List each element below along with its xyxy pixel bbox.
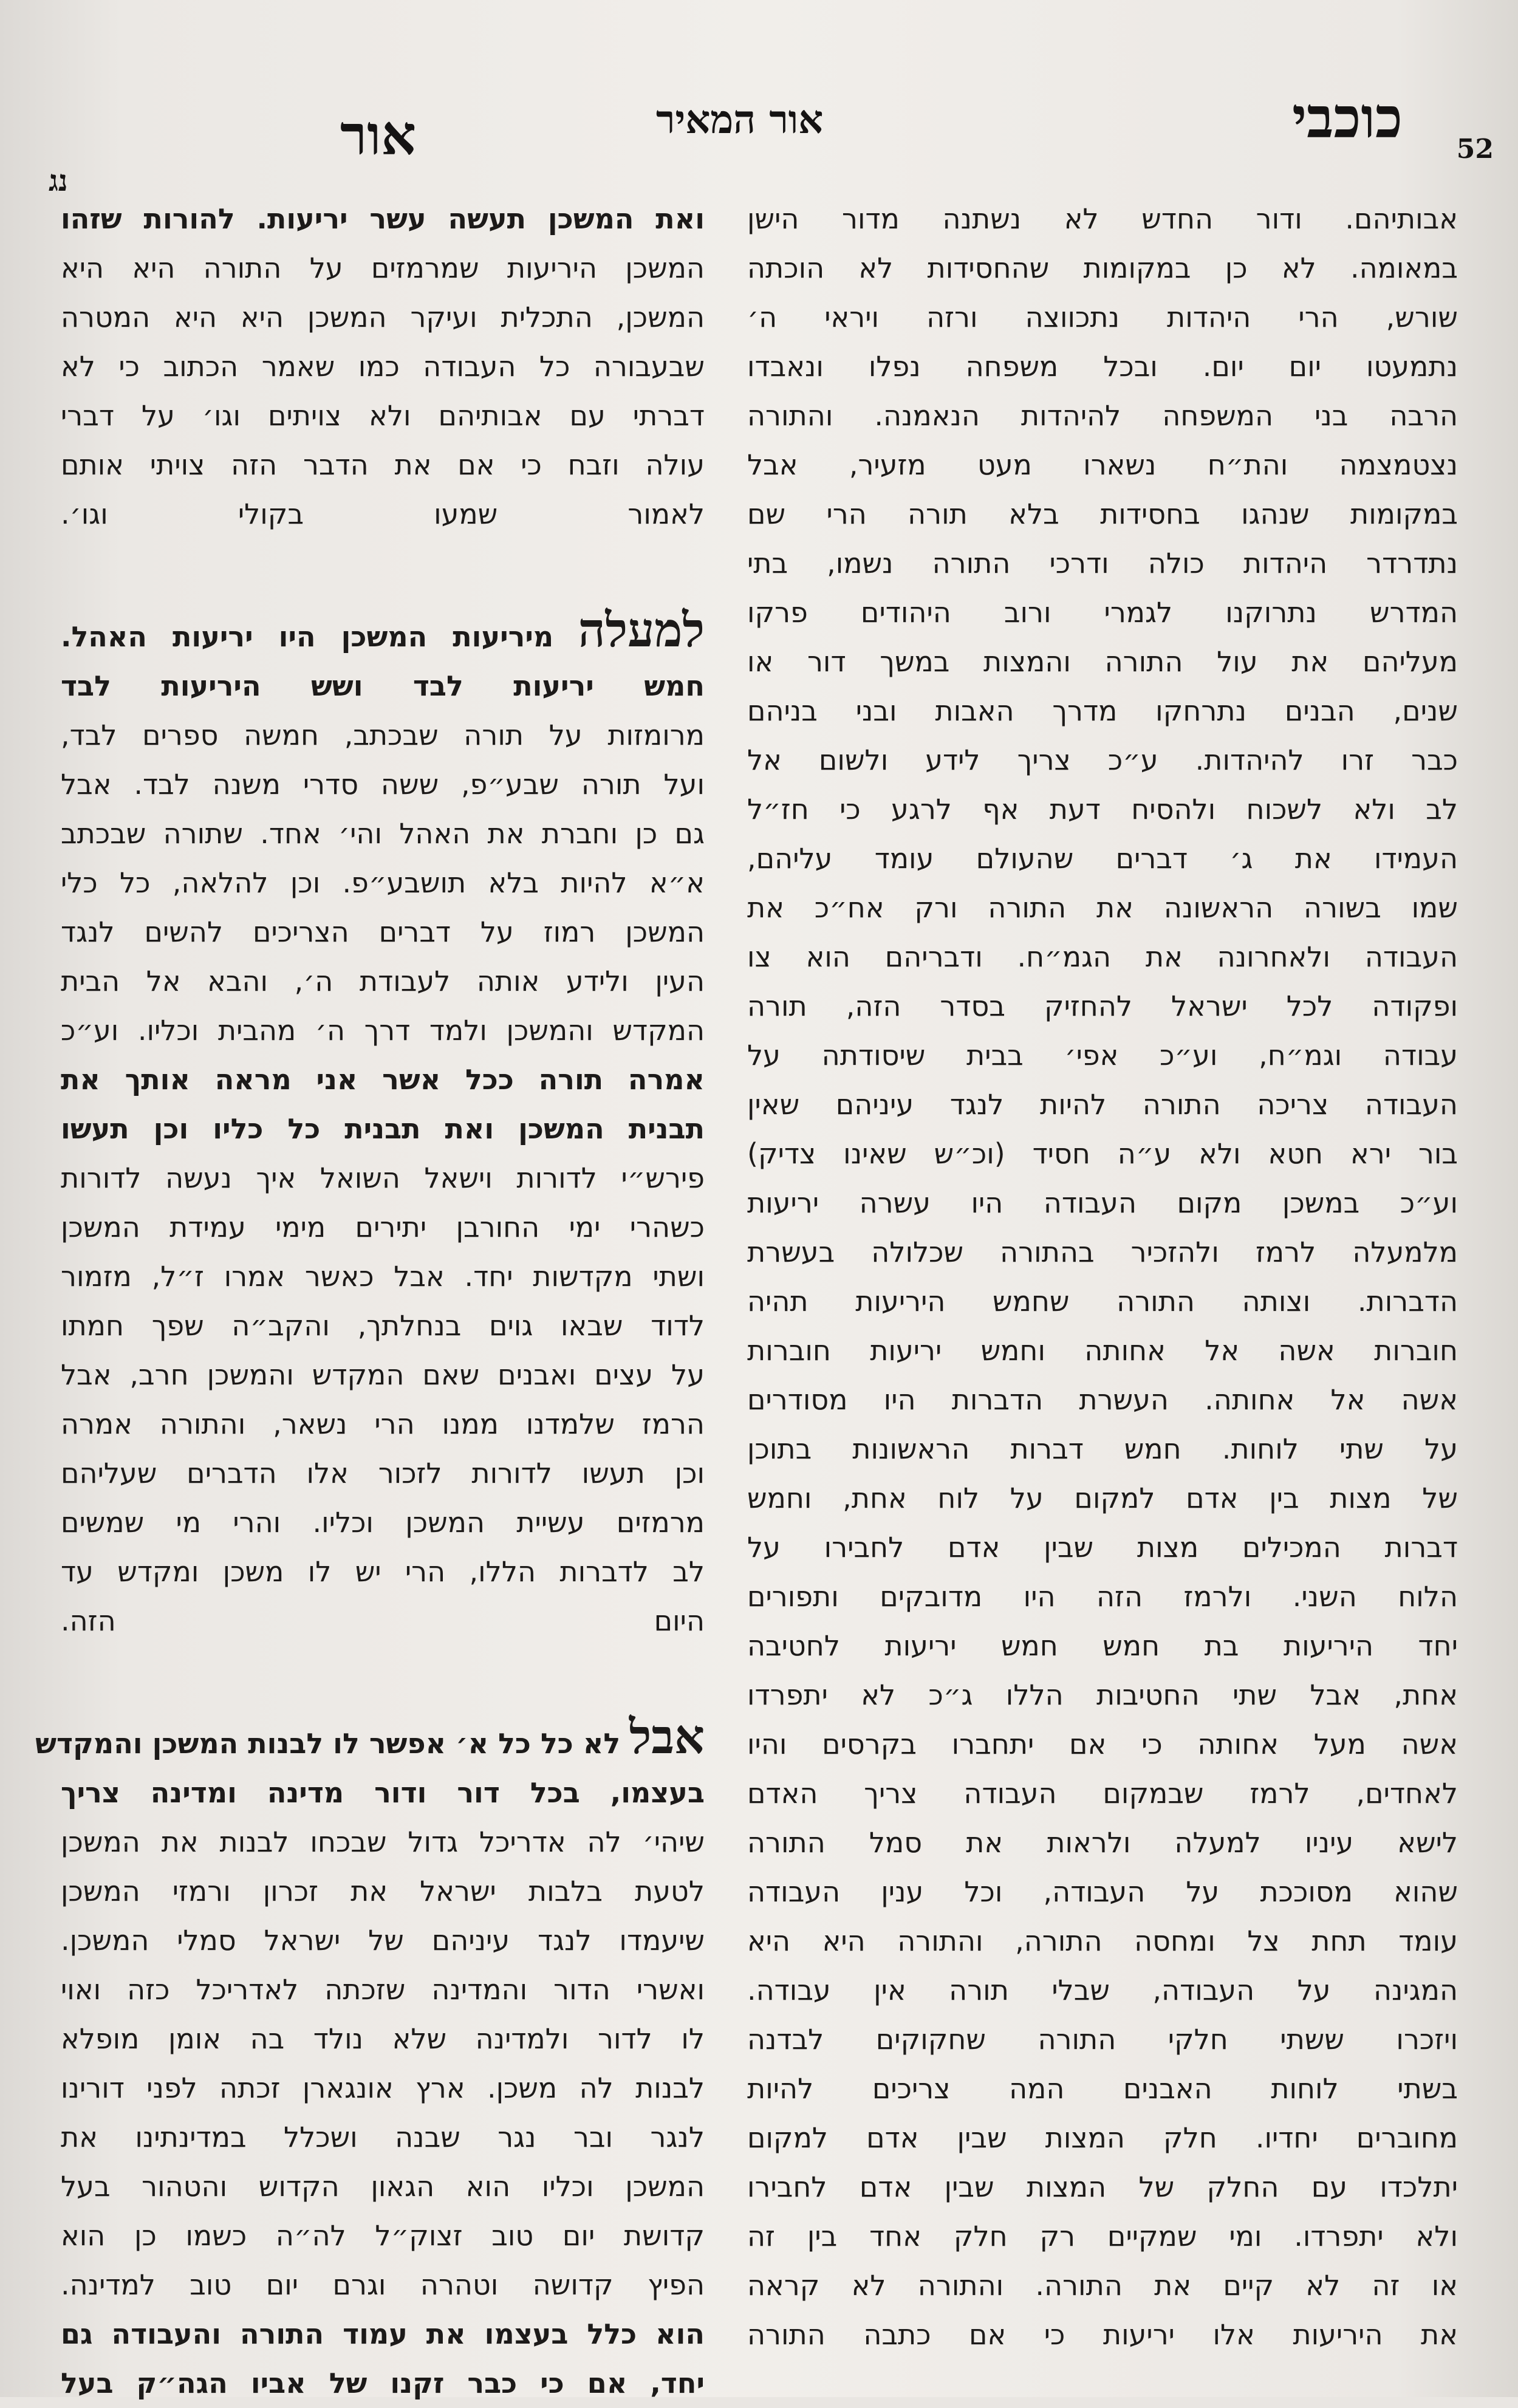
text-line: לטעת בלבות ישראל את זכרון ורמזי המשכן — [61, 1875, 705, 1907]
text-line: פירש״י לדורות וישאל השואל איך נעשה לדורות — [61, 1161, 705, 1194]
text-line: ואשרי הדור והמדינה שזכתה לאדריכל כזה ואוי — [61, 1973, 705, 2006]
text-line: המשכן, התכלית ועיקר המשכן היא היא המטרה — [61, 301, 705, 333]
text-line: את היריעות אלו יריעות כי אם כתבה התורה — [747, 2318, 1458, 2351]
text-line: דברתי עם אבותיהם ולא צויתים וגו׳ על דברי — [61, 399, 705, 432]
right-text-column — [747, 194, 1458, 2357]
text-line: של מצות בין אדם למקום על לוח אחת, וחמש — [747, 1482, 1458, 1514]
text-line: על עצים ואבנים שאם המקדש והמשכן חרב, אבל — [61, 1358, 705, 1391]
text-line: בעצמו, בכל דור ודור מדינה ומדינה צריך — [61, 1776, 705, 1809]
page-number-left: נג — [49, 164, 68, 198]
text-line: העמידו את ג׳ דברים שהעולם עומד עליהם, — [747, 842, 1458, 875]
text-line: יחד היריעות בת חמש חמש יריעות לחטיבה — [747, 1629, 1458, 1662]
text-line: מעליהם את עול התורה והמצות במשך דור או — [747, 645, 1458, 678]
text-line: הפיץ קדושה וטהרה וגרם יום טוב למדינה. — [61, 2268, 705, 2301]
text-line: שבעבורה כל העבודה כמו שאמר הכתוב כי לא — [61, 350, 705, 383]
text-line: המשכן היריעות שמרמזים על התורה היא היא — [61, 251, 705, 284]
text-line: שיהי׳ לה אדריכל גדול שבכחו לבנות את המשכן — [61, 1825, 705, 1858]
running-title-right: כוכבי — [1292, 85, 1403, 151]
text-line: הדברות. וצותה התורה שחמש היריעות תהיה — [747, 1285, 1458, 1318]
left-paragraph-3 — [61, 1768, 705, 2408]
text-line: ועל תורה שבע״פ, ששה סדרי משנה לבד. אבל — [61, 768, 705, 801]
text-line: היום הזה. — [61, 1604, 705, 1637]
text-line: המשכן רמוז על דברים הצריכים להשים לנגד — [61, 915, 705, 948]
text-line: ולא יתפרדו. ומי שמקיים רק חלק אחד בין זה — [747, 2220, 1458, 2252]
opening-line-text: מיריעות המשכן היו יריעות האהל. — [61, 620, 554, 653]
text-line: דברות המכילים מצות שבין אדם לחבירו על — [747, 1531, 1458, 1564]
text-line: הלוח השני. ולרמז הזה היו מדובקים ותפורים — [747, 1580, 1458, 1613]
text-line: בור ירא חטא ולא ע״ה חסיד (וכ״ש שאינו צדיק) — [747, 1137, 1458, 1170]
text-line: מרמזים עשיית המשכן וכליו. והרי מי שמשים — [61, 1506, 705, 1539]
text-line: לאמור שמעו בקולי וגו׳. — [61, 498, 705, 530]
text-line: העין ולידע אותה לעבודת ה׳, והבא אל הבית — [61, 965, 705, 997]
paragraph-2-opening-line — [61, 603, 705, 662]
text-line: עולה וזבח כי אם את הדבר הזה צויתי אותם — [61, 448, 705, 481]
text-line: ואת המשכן תעשה עשר יריעות. להורות שזהו — [61, 202, 705, 235]
text-line: אמרה תורה ככל אשר אני מראה אותך את — [61, 1063, 705, 1096]
page-number-right: 52 — [1456, 134, 1494, 165]
text-line: העבודה ולאחרונה את הגמ״ח. ודבריהם הוא צו — [747, 940, 1458, 973]
text-line: אחת, אבל שתי החטיבות הללו ג״כ לא יתפרדו — [747, 1678, 1458, 1711]
text-line: שיעמדו לנגד עיניהם של ישראל סמלי המשכן. — [61, 1924, 705, 1957]
left-paragraph-1 — [61, 194, 705, 539]
text-line: ושתי מקדשות יחד. אבל כאשר אמרו ז״ל, מזמור — [61, 1260, 705, 1293]
text-line: וכן תעשו לדורות לזכור אלו הדברים שעליהם — [61, 1457, 705, 1490]
text-line: נתדרדר היהדות כולה ודרכי התורה נשמו, בתי — [747, 547, 1458, 580]
running-title-center: אור המאיר — [656, 97, 824, 143]
text-line: המדרש נתרוקנו לגמרי ורוב היהודים פרקו — [747, 596, 1458, 629]
text-line: מלמעלה לרמז ולהזכיר בהתורה שכלולה בעשרת — [747, 1236, 1458, 1268]
text-line: המקדש והמשכן ולמד דרך ה׳ מהבית וכליו. וע״כ — [61, 1014, 705, 1047]
text-line: שהוא מסוככת על העבודה, וכל ענין העבודה — [747, 1875, 1458, 1908]
text-line: נתמעטו יום יום. ובכל משפחה נפלו ונאבדו — [747, 350, 1458, 383]
text-line: חמש יריעות לבד ושש היריעות לבד — [61, 669, 705, 702]
text-line: שורש, הרי היהדות נתכווצה ורזה ויראי ה׳ — [747, 301, 1458, 333]
text-line: אבותיהם. ודור החדש לא נשתנה מדור הישן — [747, 202, 1458, 235]
paragraph-spacer — [61, 1646, 705, 1712]
text-line: לדוד שבאו גוים בנחלתך, והקב״ה שפך חמתו — [61, 1309, 705, 1342]
text-line: המגינה על העבודה, שבלי תורה אין עבודה. — [747, 1974, 1458, 2006]
text-line: עבודה וגמ״ח, וע״כ אפי׳ בבית שיסודתה על — [747, 1039, 1458, 1072]
text-line: לב לדברות הללו, הרי יש לו משכן ומקדש עד — [61, 1555, 705, 1588]
text-line: במאומה. לא כן במקומות שהחסידות לא הוכתה — [747, 251, 1458, 284]
opening-word: למעלה — [578, 603, 705, 658]
text-line: אשה מעל אחותה כי אם יתחברו בקרסים והיו — [747, 1728, 1458, 1760]
text-line: לאחדים, לרמז שבמקום העבודה צריך האדם — [747, 1777, 1458, 1810]
text-line: לבנות לה משכן. ארץ אונגארן זכתה לפני דורינו — [61, 2071, 705, 2104]
paragraph-spacer — [61, 539, 705, 606]
text-line: חוברות אשה אל אחותה וחמש יריעות חוברות — [747, 1334, 1458, 1367]
paragraph-3-opening-line — [35, 1709, 705, 1768]
text-line: או זה לא קיים את התורה. והתורה לא קראה — [747, 2269, 1458, 2302]
text-line: הוא כלל בעצמו את עמוד התורה והעבודה גם — [61, 2317, 705, 2350]
text-line: א״א להיות בלא תושבע״פ. וכן להלאה, כל כלי — [61, 866, 705, 899]
text-line: ויזכרו ששתי חלקי התורה שחקוקים לבדנה — [747, 2023, 1458, 2056]
text-line: כשהרי ימי החורבן יתירים מימי עמידת המשכן — [61, 1211, 705, 1243]
text-line: לב ולא לשכוח ולהסיח דעת אף לרגע כי חז״ל — [747, 793, 1458, 826]
text-line: לו לדור ולמדינה שלא נולד בה אומן מופלא — [61, 2022, 705, 2055]
text-line: מרומזות על תורה שבכתב, חמשה ספרים לבד, — [61, 719, 705, 751]
text-line: קדושת יום טוב זצוק״ל לה״ה כשמו כן הוא — [61, 2219, 705, 2252]
text-line: עומד תחת צל ומחסה התורה, והתורה היא היא — [747, 1924, 1458, 1957]
text-line: הרמז שלמדנו ממנו הרי נשאר, והתורה אמרה — [61, 1408, 705, 1440]
text-line: העבודה צריכה התורה להיות לנגד עיניהם שאין — [747, 1088, 1458, 1121]
text-line: המשכן וכליו הוא הגאון הקדוש והטהור בעל — [61, 2170, 705, 2203]
opening-line-text: לא כל כל א׳ אפשר לו לבנות המשכן והמקדש — [35, 1727, 621, 1760]
text-line: אשה אל אחותה. העשרת הדברות היו מסודרים — [747, 1383, 1458, 1416]
text-line: נצטמצמה והת״ח נשארו מעט מזעיר, אבל — [747, 448, 1458, 481]
left-text-column — [35, 194, 705, 2399]
text-line: במקומות שנהגו בחסידות בלא תורה הרי שם — [747, 498, 1458, 530]
page-header — [0, 73, 1518, 213]
text-line: תבנית המשכן ואת תבנית כל כליו וכן תעשו — [61, 1112, 705, 1145]
text-line: כבר זרו להיהדות. ע״כ צריך לידע ולשום אל — [747, 744, 1458, 776]
text-line: על שתי לוחות. חמש דברות הראשונות בתוכן — [747, 1432, 1458, 1465]
text-line: שמו בשורה הראשונה את התורה ורק אח״כ את — [747, 891, 1458, 924]
text-line: לישא עיניו למעלה ולראות את סמל התורה — [747, 1826, 1458, 1859]
running-title-left: אור — [340, 103, 417, 168]
left-paragraph-2 — [61, 662, 705, 1646]
opening-word: אבל — [629, 1709, 705, 1765]
text-line: לנגר ובר נגר שבנה ושכלל במדינתינו את — [61, 2121, 705, 2153]
text-line: וע״כ במשכן מקום העבודה היו עשרה יריעות — [747, 1186, 1458, 1219]
text-line: שנים, הבנים נתרחקו מדרך האבות ובני בניהם — [747, 694, 1458, 727]
text-line: בשתי לוחות האבנים המה צריכים להיות — [747, 2072, 1458, 2105]
text-line: מחוברים יחדיו. חלק המצות שבין אדם למקום — [747, 2121, 1458, 2154]
text-line: יתלכדו עם החלק של המצות שבין אדם לחבירו — [747, 2170, 1458, 2203]
text-line: הרבה בני המשפחה להיהדות הנאמנה. והתורה — [747, 399, 1458, 432]
text-line: יחד, אם כי כבר זקנו של אביו הגה״ק בעל — [61, 2367, 705, 2399]
text-line: גם כן וחברת את האהל והי׳ אחד. שתורה שבכתב — [61, 817, 705, 850]
text-line: ופקודה לכל ישראל להחזיק בסדר הזה, תורה — [747, 990, 1458, 1022]
